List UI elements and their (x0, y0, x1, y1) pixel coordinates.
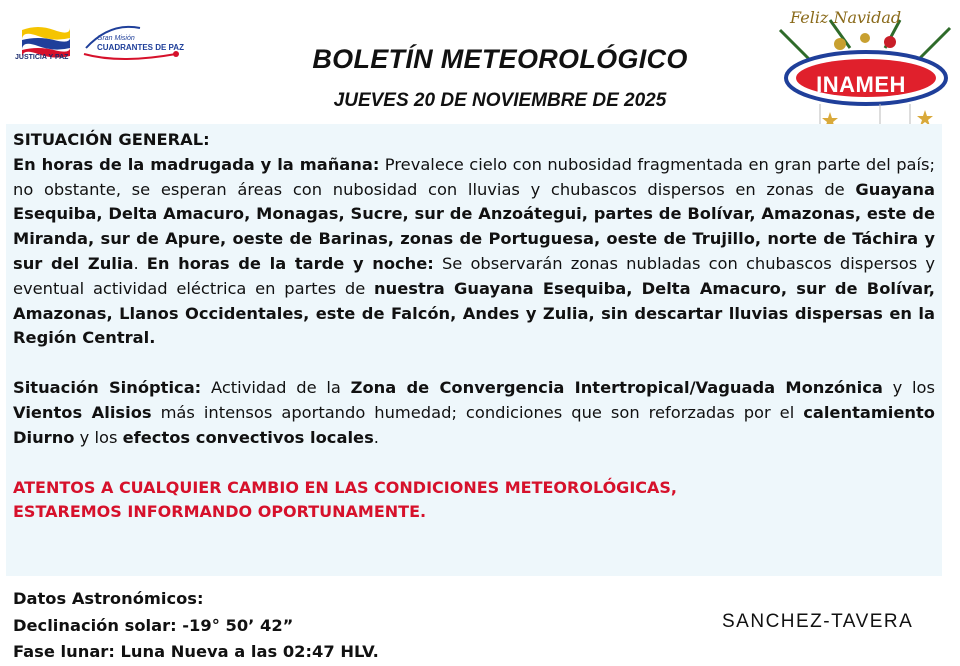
christmas-greeting: Feliz Navidad (790, 8, 902, 27)
alert-message (13, 476, 935, 526)
synoptic-itcz: Zona de Convergencia Intertropical/Vaguada Monzónica (350, 378, 883, 398)
synoptic-lead: Situación Sinóptica: (13, 378, 202, 398)
inameh-logo-text: INAMEH (816, 72, 906, 97)
synoptic-paragraph (13, 376, 935, 450)
afternoon-zones: nuestra Guayana Esequiba, Delta Amacuro, sur de Bolívar, Amazonas, Llanos Occidentales, este de Falcón, Andes y Zulia, sin descartar lluvias dispersas en la Región Central. (13, 278, 935, 348)
synoptic-text-2: y los (882, 378, 935, 398)
logo-gmc-line1: Gran Misión (97, 35, 135, 42)
solar-declination: Declinación solar: -19° 50’ 42” (13, 615, 294, 635)
general-text-1: Prevalece cielo con nubosidad fragmentada en gran parte del país; no obstante, se esperan áreas con nubosidad con lluvias y chubascos dispersos en zonas de (13, 154, 935, 199)
logo-caption-justicia: JUSTICIA Y PAZ (15, 54, 69, 61)
author-signature: SANCHEZ-TAVERA (722, 611, 914, 632)
general-paragraph (13, 128, 935, 351)
bulletin-date: JUEVES 20 DE NOVIEMBRE DE 2025 (333, 90, 667, 111)
morning-lead: En horas de la madrugada y la mañana: (13, 154, 380, 174)
general-text-2: . (133, 253, 147, 273)
synoptic-text-4: y los (74, 427, 123, 447)
synoptic-trade-winds: Vientos Alisios (13, 402, 152, 422)
synoptic-convective: efectos convectivos locales (122, 427, 374, 447)
alert-line-1: ATENTOS A CUALQUIER CAMBIO EN LAS CONDICIONES METEOROLÓGICAS, (13, 477, 677, 497)
morning-zones: Guayana Esequiba, Delta Amacuro, Monagas, Sucre, sur de Anzoátegui, partes de Bolívar, Amazonas, este de Miranda, sur de Apure, oeste de Barinas, zonas de Portuguesa, oeste de Trujillo, norte de Táchira y sur del Zulia (13, 179, 935, 273)
synoptic-text-3: más intensos aportando humedad; condiciones que son reforzadas por el (151, 402, 804, 422)
cuadrantes-de-paz-logo (80, 18, 190, 66)
astro-heading: Datos Astronómicos: (13, 589, 204, 608)
bulletin-title: BOLETÍN METEOROLÓGICO (312, 44, 688, 74)
general-heading: SITUACIÓN GENERAL: (13, 130, 210, 149)
afternoon-lead: En horas de la tarde y noche: (146, 253, 434, 273)
synoptic-text-1: Actividad de la (201, 378, 351, 398)
synoptic-heating: calentamiento Diurno (13, 402, 935, 447)
logo-gmc-line2: CUADRANTES DE PAZ (97, 43, 184, 52)
general-text-3: Se observarán zonas nubladas con chubascos dispersos y eventual actividad eléctrica en partes de (13, 253, 935, 298)
synoptic-text-5: . (373, 427, 379, 447)
alert-line-2: ESTAREMOS INFORMANDO OPORTUNAMENTE. (13, 502, 427, 522)
bulletin-body (13, 128, 935, 525)
astronomical-data (13, 586, 379, 666)
moon-phase: Fase lunar: Luna Nueva a las 02:47 HLV. (13, 642, 379, 661)
